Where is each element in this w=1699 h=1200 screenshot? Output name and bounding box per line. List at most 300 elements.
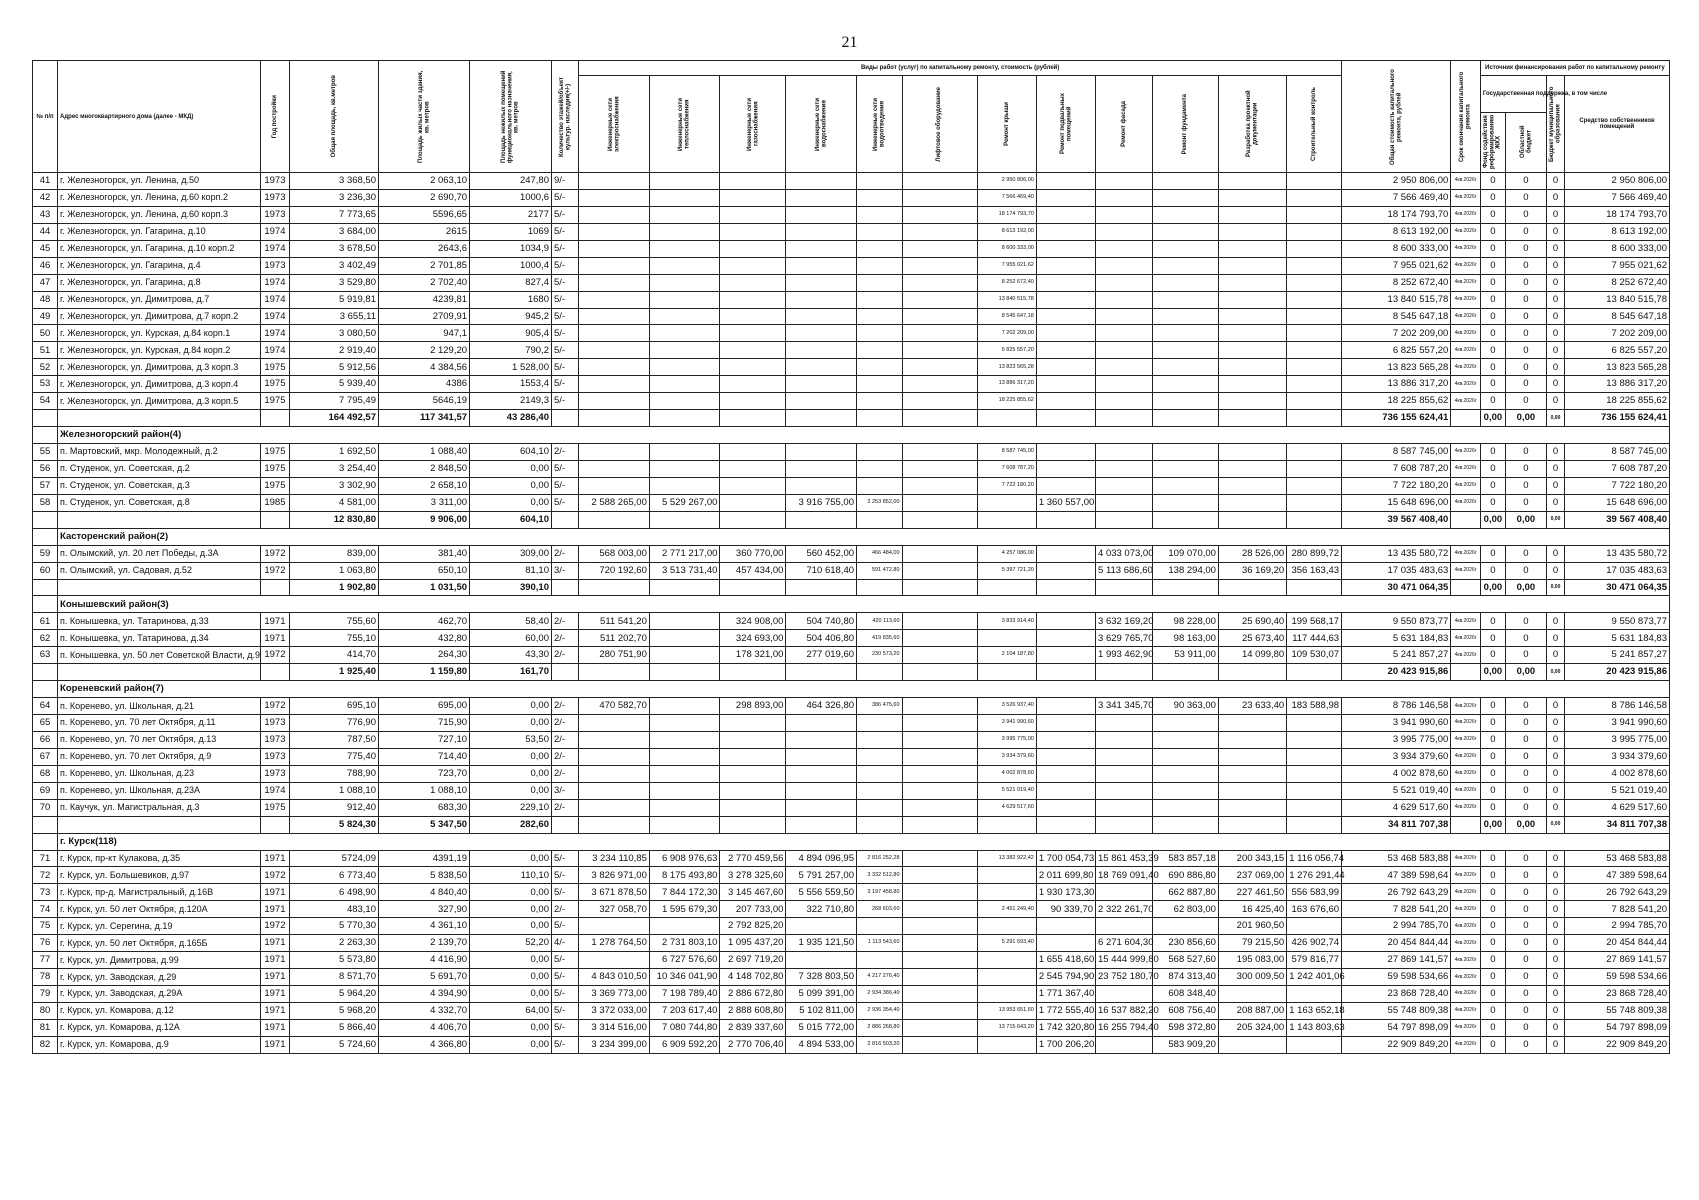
row-work-cost [977, 630, 1036, 647]
row-work-cost [1287, 206, 1342, 223]
row-municipal: 0 [1546, 647, 1564, 664]
table-row [33, 359, 1670, 376]
row-work-cost [649, 325, 720, 342]
row-fund: 0 [1480, 918, 1505, 935]
row-nonres-area: 604,10 [470, 444, 552, 461]
row-deadline: 4кв.2026г [1451, 850, 1481, 867]
row-num: 64 [33, 698, 58, 715]
row-work-cost [649, 308, 720, 325]
table-row [33, 274, 1670, 291]
row-work-cost [1036, 799, 1095, 816]
row-work-cost [786, 952, 857, 969]
row-work-cost: 13 715 643,20 [977, 1019, 1036, 1036]
row-nonres-area: 0,00 [470, 952, 552, 969]
row-fund: 0 [1480, 291, 1505, 308]
row-municipal: 0 [1546, 748, 1564, 765]
row-deadline: 4кв.2026г [1451, 884, 1481, 901]
row-regional: 0 [1505, 494, 1546, 511]
district-header-row [33, 833, 1670, 850]
row-total-area: 788,90 [290, 765, 379, 782]
row-nonres-area: 229,10 [470, 799, 552, 816]
row-deadline: 4кв.2026г [1451, 308, 1481, 325]
row-num: 41 [33, 173, 58, 190]
subtotal-floors [552, 816, 579, 833]
subtotal-year [260, 410, 290, 427]
header-works-group: Виды работ (услуг) по капитальному ремонту, стоимость (рублей) [579, 61, 1342, 76]
row-work-cost [1152, 731, 1218, 748]
row-year: 1973 [260, 731, 290, 748]
row-work-cost [902, 444, 977, 461]
row-work-cost [902, 850, 977, 867]
row-deadline: 4кв.2026г [1451, 444, 1481, 461]
row-work-cost [1036, 274, 1095, 291]
row-nonres-area: 43,30 [470, 647, 552, 664]
subtotal-work [902, 579, 977, 596]
row-work-cost: 28 526,00 [1218, 545, 1286, 562]
row-work-cost: 7 198 789,40 [649, 986, 720, 1003]
row-floors: 5/- [552, 308, 579, 325]
row-total-area: 5 939,40 [290, 376, 379, 393]
row-work-cost: 1 360 557,00 [1036, 494, 1095, 511]
row-work-cost [1096, 240, 1153, 257]
subtotal-address [58, 579, 261, 596]
row-work-cost [1287, 494, 1342, 511]
district-header-row [33, 596, 1670, 613]
row-work-cost [902, 376, 977, 393]
row-work-cost: 8 175 493,80 [649, 867, 720, 884]
row-floors: 5/- [552, 1036, 579, 1053]
row-nonres-area: 58,40 [470, 613, 552, 630]
row-total-cost: 7 828 541,20 [1342, 901, 1451, 918]
row-nonres-area: 1069 [470, 223, 552, 240]
row-total-cost: 5 241 857,27 [1342, 647, 1451, 664]
row-work-cost: 79 215,50 [1218, 935, 1286, 952]
subtotal-num [33, 816, 58, 833]
row-num: 70 [33, 799, 58, 816]
row-num: 61 [33, 613, 58, 630]
header-living-area: Площадь жилых части здания, кв. метров [379, 61, 470, 173]
row-floors: 2/- [552, 630, 579, 647]
subtotal-deadline [1451, 816, 1481, 833]
row-living-area: 2 701,85 [379, 257, 470, 274]
row-total-cost: 20 454 844,44 [1342, 935, 1451, 952]
row-work-cost: 3 513 731,40 [649, 562, 720, 579]
capital-repair-register-table [32, 60, 1670, 1054]
row-municipal: 0 [1546, 969, 1564, 986]
row-work-cost: 13 840 515,78 [977, 291, 1036, 308]
row-work-cost [857, 477, 903, 494]
row-work-cost [1096, 731, 1153, 748]
table-row [33, 901, 1670, 918]
header-work-heating: Инженерные сети теплоснабжения [649, 76, 720, 173]
table-row [33, 206, 1670, 223]
row-work-cost: 568 003,00 [579, 545, 650, 562]
row-total-area: 3 529,80 [290, 274, 379, 291]
row-work-cost [1152, 189, 1218, 206]
row-work-cost [649, 223, 720, 240]
row-work-cost [1036, 359, 1095, 376]
row-work-cost: 324 693,00 [720, 630, 786, 647]
row-work-cost [1218, 173, 1286, 190]
row-work-cost [902, 901, 977, 918]
row-year: 1973 [260, 715, 290, 732]
row-nonres-area: 0,00 [470, 494, 552, 511]
row-total-area: 3 080,50 [290, 325, 379, 342]
row-own-funds: 8 252 672,40 [1565, 274, 1670, 291]
row-work-cost [720, 460, 786, 477]
row-work-cost: 2 816 252,28 [857, 850, 903, 867]
row-living-area: 2643,6 [379, 240, 470, 257]
row-floors: 4/- [552, 935, 579, 952]
header-year: Год постройки [260, 61, 290, 173]
row-num: 76 [33, 935, 58, 952]
row-work-cost [786, 477, 857, 494]
row-fund: 0 [1480, 969, 1505, 986]
district-num [33, 528, 58, 545]
row-work-cost [1218, 444, 1286, 461]
row-own-funds: 7 566 469,40 [1565, 189, 1670, 206]
row-work-cost [579, 325, 650, 342]
row-municipal: 0 [1546, 460, 1564, 477]
row-work-cost [1218, 765, 1286, 782]
subtotal-work [977, 410, 1036, 427]
row-work-cost: 511 541,20 [579, 613, 650, 630]
subtotal-floors [552, 511, 579, 528]
row-address: п. Олымский, ул. Садовая, д.52 [58, 562, 261, 579]
row-num: 50 [33, 325, 58, 342]
row-municipal: 0 [1546, 630, 1564, 647]
row-work-cost: 53 911,00 [1152, 647, 1218, 664]
row-regional: 0 [1505, 698, 1546, 715]
header-work-facade: Ремонт фасада [1096, 76, 1153, 173]
row-fund: 0 [1480, 647, 1505, 664]
row-work-cost [902, 986, 977, 1003]
row-work-cost [977, 918, 1036, 935]
row-year: 1974 [260, 274, 290, 291]
row-address: г. Железногорск, ул. Курская, д.84 корп.1 [58, 325, 261, 342]
row-work-cost [649, 715, 720, 732]
row-work-cost [1287, 715, 1342, 732]
row-own-funds: 13 435 580,72 [1565, 545, 1670, 562]
subtotal-work [579, 579, 650, 596]
row-work-cost [857, 342, 903, 359]
subtotal-num [33, 579, 58, 596]
row-living-area: 5 838,50 [379, 867, 470, 884]
row-nonres-area: 81,10 [470, 562, 552, 579]
row-deadline: 4кв.2026г [1451, 223, 1481, 240]
subtotal-work [1218, 579, 1286, 596]
row-work-cost: 7 202 209,00 [977, 325, 1036, 342]
row-own-funds: 55 748 809,38 [1565, 1002, 1670, 1019]
row-work-cost: 178 321,00 [720, 647, 786, 664]
row-deadline: 4кв.2026г [1451, 613, 1481, 630]
row-work-cost [649, 359, 720, 376]
row-fund: 0 [1480, 189, 1505, 206]
row-work-cost [857, 748, 903, 765]
row-own-funds: 15 648 696,00 [1565, 494, 1670, 511]
row-fund: 0 [1480, 223, 1505, 240]
row-work-cost [720, 206, 786, 223]
subtotal-row [33, 579, 1670, 596]
row-municipal: 0 [1546, 1036, 1564, 1053]
row-address: п. Коренево, ул. 70 лет Октября, д.9 [58, 748, 261, 765]
subtotal-floors [552, 579, 579, 596]
row-work-cost: 1 278 764,50 [579, 935, 650, 952]
row-fund: 0 [1480, 257, 1505, 274]
row-year: 1974 [260, 308, 290, 325]
row-nonres-area: 0,00 [470, 698, 552, 715]
row-nonres-area: 1553,4 [470, 376, 552, 393]
row-work-cost [857, 359, 903, 376]
row-regional: 0 [1505, 308, 1546, 325]
row-work-cost: 3 826 971,00 [579, 867, 650, 884]
row-work-cost [720, 223, 786, 240]
row-work-cost [857, 240, 903, 257]
row-work-cost [902, 952, 977, 969]
subtotal-regional: 0,00 [1505, 410, 1546, 427]
row-work-cost [649, 782, 720, 799]
row-work-cost [1218, 986, 1286, 1003]
row-work-cost: 195 083,00 [1218, 952, 1286, 969]
subtotal-work [977, 816, 1036, 833]
subtotal-num [33, 664, 58, 681]
row-total-cost: 47 389 598,64 [1342, 867, 1451, 884]
row-work-cost: 5 015 772,00 [786, 1019, 857, 1036]
district-label: Касторенский район(2) [58, 528, 1670, 545]
row-own-funds: 7 202 209,00 [1565, 325, 1670, 342]
row-work-cost: 277 019,60 [786, 647, 857, 664]
row-work-cost [1036, 444, 1095, 461]
row-fund: 0 [1480, 325, 1505, 342]
row-living-area: 2709,91 [379, 308, 470, 325]
subtotal-row [33, 410, 1670, 427]
row-municipal: 0 [1546, 867, 1564, 884]
row-work-cost: 1 935 121,50 [786, 935, 857, 952]
row-work-cost [1287, 986, 1342, 1003]
row-work-cost [1287, 765, 1342, 782]
subtotal-own-funds: 736 155 624,41 [1565, 410, 1670, 427]
table-row [33, 850, 1670, 867]
row-address: п. Коренево, ул. Школьная, д.23А [58, 782, 261, 799]
row-work-cost: 3 234 110,85 [579, 850, 650, 867]
row-work-cost [649, 173, 720, 190]
row-work-cost: 2 770 706,40 [720, 1036, 786, 1053]
subtotal-row [33, 816, 1670, 833]
row-total-cost: 13 840 515,78 [1342, 291, 1451, 308]
row-total-area: 912,40 [290, 799, 379, 816]
row-work-cost [1152, 715, 1218, 732]
row-work-cost [857, 444, 903, 461]
row-fund: 0 [1480, 1036, 1505, 1053]
subtotal-address [58, 664, 261, 681]
row-address: г. Железногорск, ул. Димитрова, д.7 корп.2 [58, 308, 261, 325]
row-work-cost [1287, 359, 1342, 376]
row-total-area: 5 964,20 [290, 986, 379, 1003]
row-work-cost [902, 477, 977, 494]
row-year: 1973 [260, 765, 290, 782]
table-row [33, 1036, 1670, 1053]
row-fund: 0 [1480, 986, 1505, 1003]
row-work-cost [902, 257, 977, 274]
header-work-water: Инженерные сети водоснабжения [786, 76, 857, 173]
subtotal-deadline [1451, 579, 1481, 596]
subtotal-total-area: 164 492,57 [290, 410, 379, 427]
row-year: 1975 [260, 460, 290, 477]
row-year: 1973 [260, 748, 290, 765]
row-address: п. Мартовский, мкр. Молодежный, д.2 [58, 444, 261, 461]
row-work-cost [857, 782, 903, 799]
row-address: г. Железногорск, ул. Димитрова, д.3 корп.5 [58, 393, 261, 410]
row-nonres-area: 0,00 [470, 969, 552, 986]
row-regional: 0 [1505, 291, 1546, 308]
row-work-cost: 2 253 852,00 [857, 494, 903, 511]
row-address: г. Железногорск, ул. Ленина, д.60 корп.2 [58, 189, 261, 206]
row-total-area: 1 088,10 [290, 782, 379, 799]
subtotal-work [1036, 816, 1095, 833]
row-own-funds: 8 613 192,00 [1565, 223, 1670, 240]
row-floors: 5/- [552, 206, 579, 223]
row-floors: 2/- [552, 731, 579, 748]
row-fund: 0 [1480, 444, 1505, 461]
row-work-cost [720, 342, 786, 359]
subtotal-living-area: 117 341,57 [379, 410, 470, 427]
table-row [33, 460, 1670, 477]
row-deadline: 4кв.2026г [1451, 969, 1481, 986]
row-work-cost [977, 1036, 1036, 1053]
row-work-cost [649, 630, 720, 647]
row-work-cost [902, 393, 977, 410]
row-work-cost [902, 325, 977, 342]
row-work-cost [786, 308, 857, 325]
row-work-cost: 5 521 019,40 [977, 782, 1036, 799]
subtotal-fund: 0,00 [1480, 816, 1505, 833]
row-work-cost [857, 206, 903, 223]
row-floors: 5/- [552, 393, 579, 410]
subtotal-work [902, 664, 977, 681]
row-work-cost: 8 600 333,00 [977, 240, 1036, 257]
subtotal-municipal: 0,00 [1546, 816, 1564, 833]
row-work-cost: 18 225 855,62 [977, 393, 1036, 410]
row-floors: 2/- [552, 545, 579, 562]
header-address: Адрес многоквартирного дома (далее - МКД) [58, 61, 261, 173]
row-total-cost: 2 950 806,00 [1342, 173, 1451, 190]
row-work-cost [649, 748, 720, 765]
row-work-cost [1096, 308, 1153, 325]
row-living-area: 4 840,40 [379, 884, 470, 901]
row-work-cost [857, 460, 903, 477]
row-work-cost [786, 240, 857, 257]
row-total-cost: 13 435 580,72 [1342, 545, 1451, 562]
subtotal-work [1152, 410, 1218, 427]
row-living-area: 695,00 [379, 698, 470, 715]
row-work-cost: 5 556 559,50 [786, 884, 857, 901]
row-work-cost [1287, 308, 1342, 325]
row-total-area: 5 919,81 [290, 291, 379, 308]
row-work-cost: 5 102 811,00 [786, 1002, 857, 1019]
row-num: 43 [33, 206, 58, 223]
row-deadline: 4кв.2026г [1451, 325, 1481, 342]
row-regional: 0 [1505, 1036, 1546, 1053]
row-total-area: 755,60 [290, 613, 379, 630]
subtotal-deadline [1451, 664, 1481, 681]
header-work-basement: Ремонт подвальных помещений [1036, 76, 1095, 173]
header-work-roof: Ремонт крыши [977, 76, 1036, 173]
row-work-cost: 4 843 010,50 [579, 969, 650, 986]
row-work-cost: 230 573,20 [857, 647, 903, 664]
row-floors: 5/- [552, 850, 579, 867]
subtotal-living-area: 1 031,50 [379, 579, 470, 596]
header-own-funds: Средство собственников помещений [1565, 76, 1670, 173]
table-row [33, 189, 1670, 206]
subtotal-municipal: 0,00 [1546, 410, 1564, 427]
row-work-cost: 3 916 755,00 [786, 494, 857, 511]
row-total-cost: 7 722 180,20 [1342, 477, 1451, 494]
row-total-cost: 27 869 141,57 [1342, 952, 1451, 969]
row-num: 82 [33, 1036, 58, 1053]
subtotal-total-cost: 20 423 915,86 [1342, 664, 1451, 681]
row-living-area: 5596,65 [379, 206, 470, 223]
row-regional: 0 [1505, 359, 1546, 376]
subtotal-work [1152, 579, 1218, 596]
subtotal-nonres-area: 604,10 [470, 511, 552, 528]
table-row [33, 240, 1670, 257]
row-address: г. Курск, ул. Серегина, д.19 [58, 918, 261, 935]
row-work-cost: 1 655 418,60 [1036, 952, 1095, 969]
row-deadline: 4кв.2026г [1451, 342, 1481, 359]
row-deadline: 4кв.2026г [1451, 274, 1481, 291]
row-total-area: 3 684,00 [290, 223, 379, 240]
subtotal-work [649, 664, 720, 681]
row-regional: 0 [1505, 715, 1546, 732]
row-work-cost: 280 899,72 [1287, 545, 1342, 562]
row-nonres-area: 0,00 [470, 1036, 552, 1053]
subtotal-num [33, 511, 58, 528]
row-municipal: 0 [1546, 359, 1564, 376]
subtotal-nonres-area: 161,70 [470, 664, 552, 681]
row-total-cost: 22 909 849,20 [1342, 1036, 1451, 1053]
row-work-cost: 1 993 462,90 [1096, 647, 1153, 664]
row-work-cost [1096, 799, 1153, 816]
subtotal-address [58, 410, 261, 427]
row-living-area: 381,40 [379, 545, 470, 562]
row-total-cost: 53 468 583,88 [1342, 850, 1451, 867]
row-work-cost: 2 950 806,00 [977, 173, 1036, 190]
row-work-cost: 457 434,00 [720, 562, 786, 579]
row-num: 57 [33, 477, 58, 494]
row-work-cost [786, 731, 857, 748]
row-year: 1975 [260, 393, 290, 410]
row-living-area: 4 361,10 [379, 918, 470, 935]
row-own-funds: 13 886 317,20 [1565, 376, 1670, 393]
header-total-cost: Общая стоимость капитального ремонта, рублей [1342, 61, 1451, 173]
header-nonres-area: Площадь нежилых помещений функционального назначения, кв. метров [470, 61, 552, 173]
table-row [33, 291, 1670, 308]
row-living-area: 4 384,56 [379, 359, 470, 376]
row-work-cost: 109 530,07 [1287, 647, 1342, 664]
row-year: 1971 [260, 630, 290, 647]
row-total-cost: 9 550 873,77 [1342, 613, 1451, 630]
row-num: 53 [33, 376, 58, 393]
row-total-cost: 3 941 990,60 [1342, 715, 1451, 732]
row-work-cost [579, 240, 650, 257]
row-total-area: 5 912,56 [290, 359, 379, 376]
row-num: 62 [33, 630, 58, 647]
row-total-area: 3 236,30 [290, 189, 379, 206]
row-work-cost [857, 731, 903, 748]
row-total-area: 7 773,65 [290, 206, 379, 223]
row-work-cost [579, 223, 650, 240]
district-label: г. Курск(118) [58, 833, 1670, 850]
